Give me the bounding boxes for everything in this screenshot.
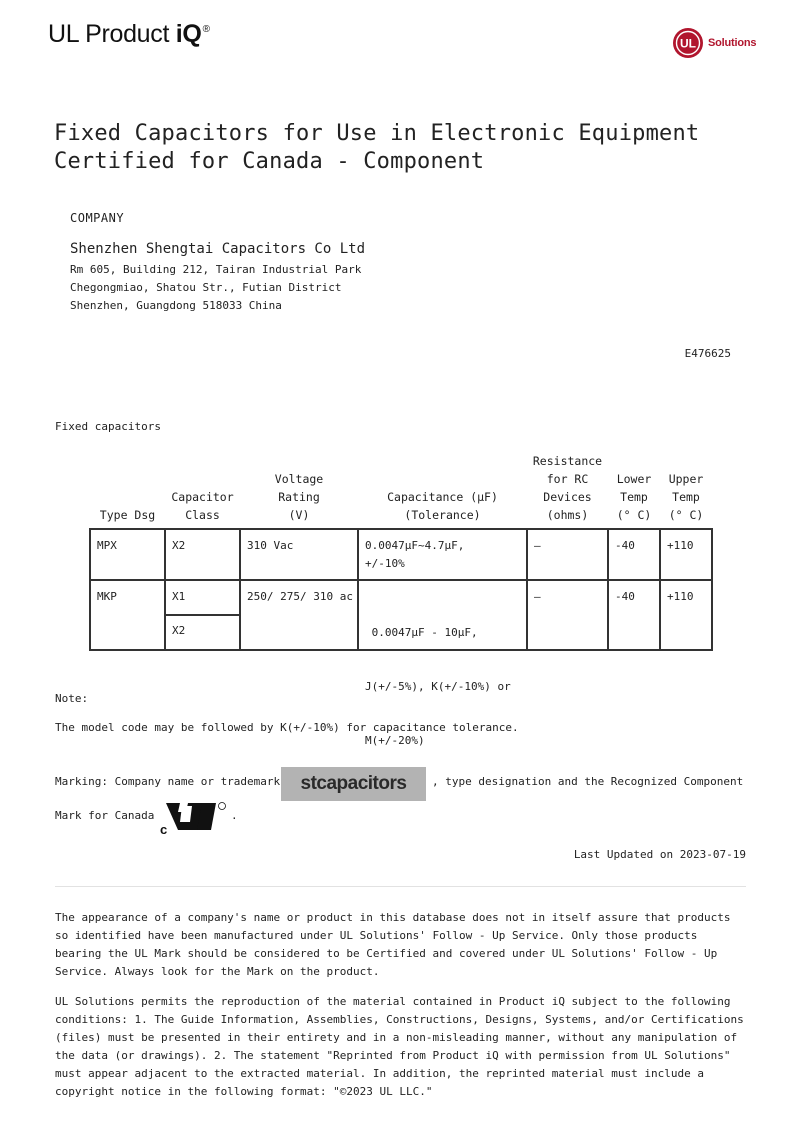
svg-text:UL: UL (680, 36, 696, 51)
cell-type: MKP (97, 590, 117, 603)
ul-circle-icon (672, 27, 704, 59)
last-updated: Last Updated on 2023-07-19 (573, 848, 746, 861)
divider (55, 886, 746, 887)
header-type-dsg: Type Dsg (99, 508, 156, 522)
cell-lower-temp: -40 (615, 590, 635, 603)
marking-end: . (231, 809, 238, 822)
cell-voltage: 250/ 275/ 310 ac (247, 590, 353, 603)
cell-voltage: 310 Vac (247, 539, 294, 552)
note-label: Note: (55, 692, 89, 705)
recognized-component-mark-icon (156, 800, 230, 838)
marking-prefix: Marking: Company name or trademark (55, 775, 281, 788)
ul-product-iq-logo[interactable] (48, 20, 210, 49)
company-name: Shenzhen Shengtai Capacitors Co Ltd (70, 241, 366, 257)
cell-capacitance: 0.0047μF - 10μF, J(+/-5%), K(+/-10%) or M(+/-20%) (365, 626, 511, 747)
title-line-1: Fixed Capacitors for Use in Electronic Equipment (54, 121, 700, 146)
address-line: Shenzhen, Guangdong 518033 China (70, 299, 282, 312)
cell-class: X2 (172, 624, 186, 637)
header-resistance: Resistance for RC Devices (ohms) (532, 454, 603, 522)
header-upper-temp: Upper Temp (° C) (668, 472, 704, 522)
address-line: Chegongmiao, Shatou Str., Futian District (70, 281, 342, 294)
cell-upper-temp: +110 (667, 590, 694, 603)
marking-middle: , type designation and the Recognized Component (432, 775, 744, 788)
note-text: The model code may be followed by K(+/-10%) for capacitance tolerance. (55, 721, 519, 734)
disclaimer-paragraph: The appearance of a company's name or product in this database does not in itself assure that products so identified have been manufactured under UL Solutions' Follow - Up Service. Only those products bearing the UL Mark should be considered to be Certified and covered under UL Solutions' Follow - Up Service. Always look for the Mark on the product. (55, 911, 731, 978)
ul-solutions-logo[interactable] (672, 27, 756, 59)
stcapacitors-trademark: stcapacitors (281, 767, 426, 801)
file-number: E476625 (684, 347, 731, 360)
cell-resistance: — (534, 590, 541, 603)
svg-text:c: c (160, 822, 168, 837)
page-title (54, 120, 699, 176)
address-line: Rm 605, Building 212, Tairan Industrial Park (70, 263, 362, 276)
header-lower-temp: Lower Temp (° C) (616, 472, 652, 522)
brand-registered: ® (202, 24, 210, 35)
cell-capacitance: 0.0047μF~4.7μF, +/-10% (365, 539, 465, 570)
company-label: COMPANY (70, 211, 125, 225)
cell-class: X2 (172, 539, 186, 552)
marking-line-2: Mark for Canada (55, 809, 155, 822)
header-capacitance: Capacitance (μF) (Tolerance) (387, 490, 498, 522)
brand-bold: iQ (175, 20, 202, 48)
title-line-2: Certified for Canada - Component (54, 149, 485, 174)
logo-text: Solutions (708, 37, 757, 49)
cell-resistance: — (534, 539, 541, 552)
brand-main: UL Product (48, 20, 176, 48)
cell-upper-temp: +110 (667, 539, 694, 552)
header-voltage-rating: Voltage Rating (V) (274, 472, 324, 522)
section-title: Fixed capacitors (55, 420, 161, 433)
cell-lower-temp: -40 (615, 539, 635, 552)
reproduction-paragraph: UL Solutions permits the reproduction of the material contained in Product iQ subject to the following conditions: 1. The Guide Information, Assemblies, Constructions, Designs, Systems, and/or Certifications (files) must be presented in their entirety and in a non-misleading manner, without any manipulation of the data (or drawings). 2. The statement "Reprinted from Product iQ with permission from UL Solutions" must appear adjacent to the extracted material. In addition, the reprinted material must include a copyright notice in the following format: "©2023 UL LLC." (55, 995, 744, 1098)
cell-type: MPX (97, 539, 117, 552)
cell-class: X1 (172, 590, 186, 603)
header-capacitor-class: Capacitor Class (171, 490, 234, 522)
